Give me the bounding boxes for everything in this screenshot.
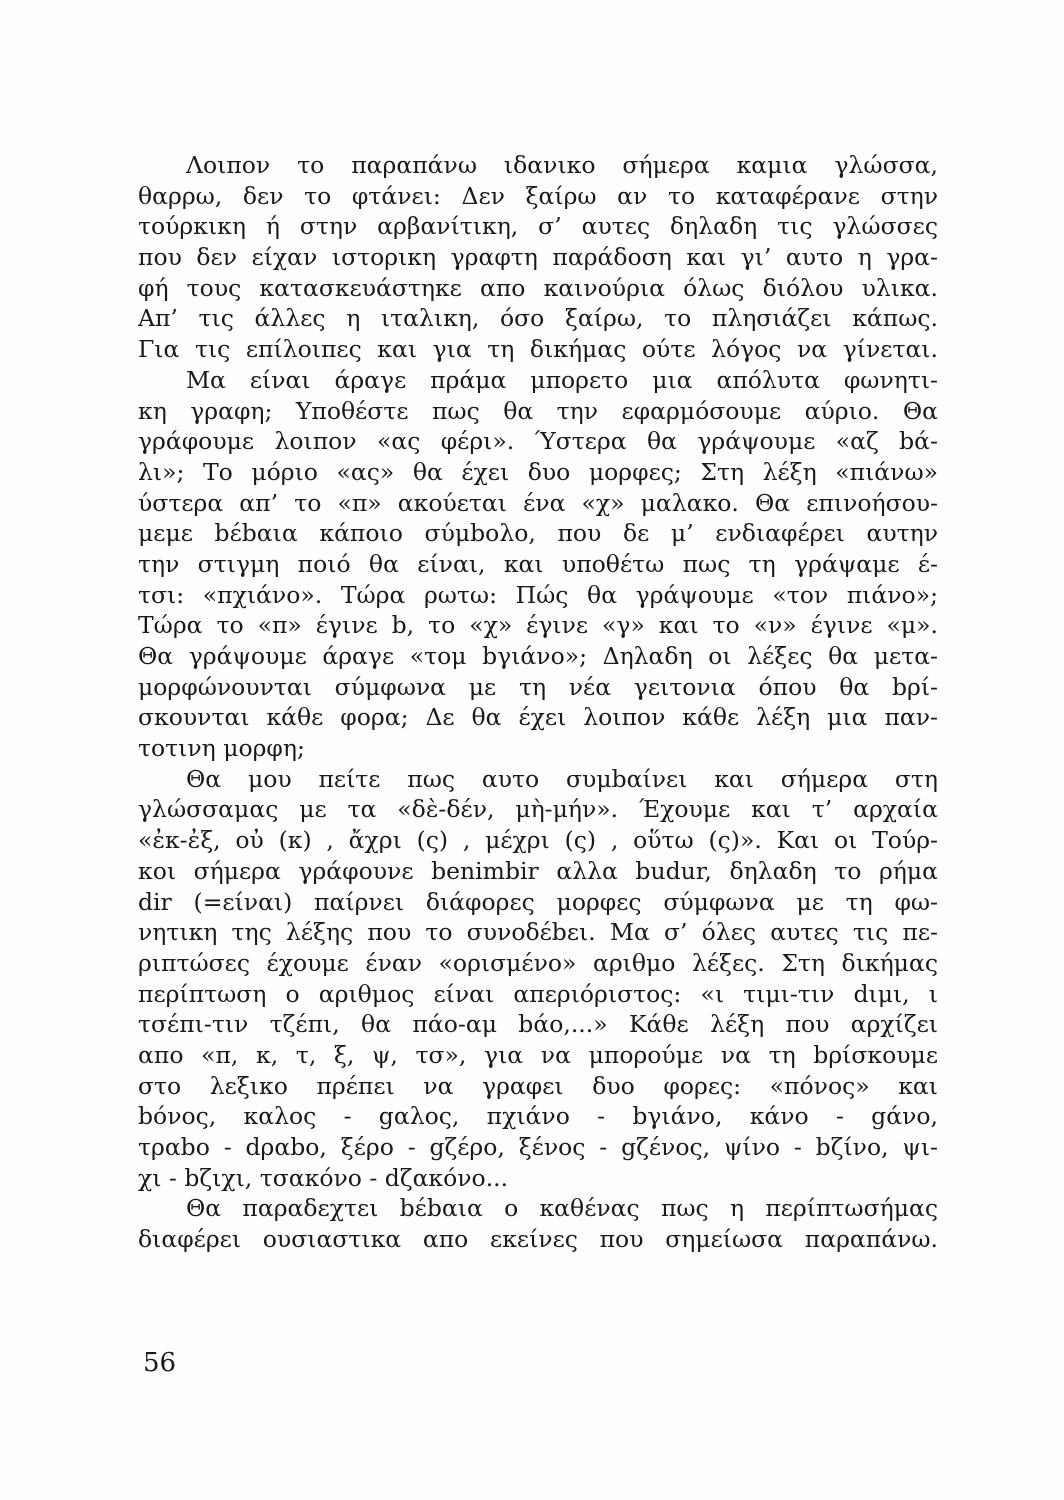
text-line: θαρρω, δεν το φτάνει: Δεν ξαίρω αν το καταφέρανε στην: [138, 181, 938, 210]
text-line: τσέπι-τιν τζέπι, θα πάο-αμ bάο,...» Κάθε λέξη που αρχίζει: [138, 1010, 938, 1039]
text-line: Θα γράψουμε άραγε «τομ bγιάνο»; Δηλαδη οι λέξες θα μετα-: [138, 642, 938, 670]
text-line: που δεν είχαν ιστορικη γραφτη παράδοση και γι’ αυτο η γρα-: [138, 243, 938, 272]
text-line: dir (=είναι) παίρνει διάφορες μορφες σύμφωνα με τη φω-: [138, 887, 938, 916]
text-line: Θα μου πείτε πως αυτο συμbαίνει και σήμερα στη: [186, 764, 938, 793]
text-line: bόνος, καλος - gαλος, πχιάνο - bγιάνο, κάνο - gάνο,: [138, 1102, 938, 1131]
text-line: «ἐκ-ἐξ, οὐ (κ) , ἄχρι (ς) , μέχρι (ς) , οὕτω (ς)». Και οι Τούρ-: [138, 826, 938, 855]
text-line: ριπτώσες έχουμε έναν «ορισμένο» αριθμο λέξες. Στη δικήμας: [138, 948, 938, 977]
text-line: γλώσσαμας με τα «δὲ-δέν, μὴ-μήν». Έχουμε και τ’ αρχαία: [138, 795, 938, 824]
text-line: τσι: «πχιάνο». Τώρα ρωτω: Πώς θα γράψουμε «τον πιάνο»;: [138, 580, 938, 609]
text-line: την στιγμη ποιό θα είναι, και υποθέτω πως τη γράψαμε έ-: [138, 549, 938, 578]
text-line: κη γραφη; Υποθέστε πως θα την εφαρμόσουμε αύριο. Θα: [138, 396, 938, 425]
text-line: λι»; Το μόριο «ας» θα έχει δυο μορφες; Στη λέξη «πιάνω»: [138, 457, 938, 486]
text-line: τοτινη μορφη;: [138, 734, 305, 763]
text-line: φή τους κατασκευάστηκε απο καινούρια όλως διόλου υλικα.: [138, 273, 938, 302]
text-line: στο λεξικο πρέπει να γραφει δυο φορες: «πόνος» και: [138, 1071, 938, 1100]
text-line: ύστερα απ’ το «π» ακούεται ένα «χ» μαλακο. Θα επινοήσου-: [138, 488, 938, 517]
text-line: απο «π, κ, τ, ξ, ψ, τσ», για να μπορούμε να τη bρίσκουμε: [138, 1040, 938, 1069]
text-line: Θα παραδεχτει bέbαια ο καθένας πως η περίπτωσήμας: [186, 1194, 938, 1223]
text-line: διαφέρει ουσιαστικα απο εκείνες που σημείωσα παραπάνω.: [138, 1225, 938, 1254]
text-line: Λοιπον το παραπάνω ιδανικο σήμερα καμια γλώσσα,: [186, 151, 938, 179]
text-line: Για τις επίλοιπες και για τη δικήμας ούτε λόγος να γίνεται.: [138, 335, 938, 364]
text-line: Τώρα το «π» έγινε b, το «χ» έγινε «γ» και το «ν» έγινε «μ».: [138, 611, 938, 640]
page-number: 56: [143, 1348, 177, 1378]
text-line: γράφουμε λοιπον «ας φέρι». Ύστερα θα γράψουμε «αζ bά-: [138, 427, 938, 456]
text-line: τραbο - dραbο, ξέρο - gζέρο, ξένος - gζένος, ψίνο - bζίνο, ψι-: [138, 1133, 938, 1161]
text-line: Απ’ τις άλλες η ιταλικη, όσο ξαίρω, το πλησιάζει κάπως.: [138, 304, 938, 333]
text-line: περίπτωση ο αριθμος είναι απεριόριστος: «ι τιμι-τιν dιμι, ι: [138, 979, 938, 1008]
text-line: σκουνται κάθε φορα; Δε θα έχει λοιπον κάθε λέξη μια παν-: [138, 703, 938, 732]
text-line: τούρκικη ή στην αρβανίτικη, σ’ αυτες δηλαδη τις γλώσσες: [138, 212, 938, 241]
body-text: [138, 150, 938, 1255]
text-line: μεμε bέbαια κάποιο σύμbολο, που δε μ’ ενδιαφέρει αυτην: [138, 519, 938, 548]
text-line: χι - bζιχι, τσακόνο - dζακόνο...: [138, 1163, 509, 1192]
text-line: κοι σήμερα γράφουνε benimbir αλλα budur, δηλαδη το ρήμα: [138, 856, 938, 885]
text-line: νητικη της λέξης που το συνοδέbει. Μα σ’ όλες αυτες τις πε-: [138, 918, 938, 947]
text-line: Μα είναι άραγε πράμα μπορετο μια απόλυτα φωνητι-: [186, 365, 938, 394]
text-line: μορφώνουνται σύμφωνα με τη νέα γειτονια όπου θα bρί-: [138, 672, 938, 701]
